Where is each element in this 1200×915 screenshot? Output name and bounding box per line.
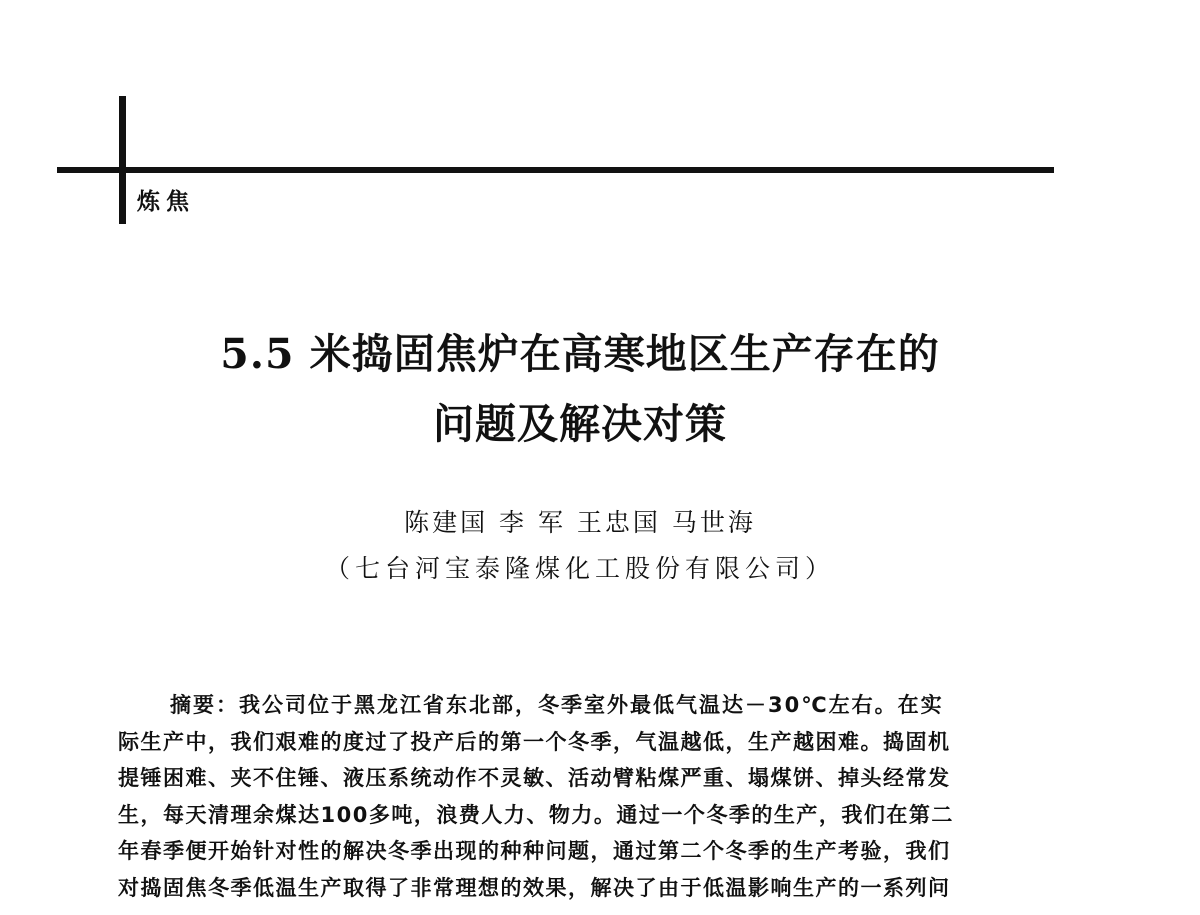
abstract-line: 际生产中，我们艰难的度过了投产后的第一个冬季，气温越低，生产越困难。捣固机 bbox=[118, 729, 951, 754]
abstract-line: 生，每天清理余煤达100多吨，浪费人力、物力。通过一个冬季的生产，我们在第二 bbox=[118, 802, 954, 827]
authors: 陈建国 李 军 王忠国 马世海 bbox=[404, 508, 756, 537]
abstract-line: 摘要：我公司位于黑龙江省东北部，冬季室外最低气温达－30℃左右。在实 bbox=[170, 693, 944, 717]
abstract-line: 提锤困难、夹不住锤、液压系统动作不灵敏、活动臂粘煤严重、塌煤饼、掉头经常发 bbox=[118, 766, 951, 790]
abstract-line: 对捣固焦冬季低温生产取得了非常理想的效果，解决了由于低温影响生产的一系列问 bbox=[118, 875, 951, 900]
header-horizontal-rule bbox=[57, 167, 1054, 173]
paper-title-line-1: 5.5 米捣固焦炉在高寒地区生产存在的 bbox=[220, 330, 940, 378]
header-vertical-rule bbox=[119, 96, 126, 224]
abstract bbox=[118, 687, 1058, 906]
affiliation: （七台河宝泰隆煤化工股份有限公司） bbox=[324, 554, 835, 583]
abstract-line: 年春季便开始针对性的解决冬季出现的种种问题，通过第二个冬季的生产考验，我们 bbox=[118, 839, 951, 863]
section-label: 炼焦 bbox=[137, 189, 195, 215]
paper-title-line-2: 问题及解决对策 bbox=[433, 400, 727, 448]
